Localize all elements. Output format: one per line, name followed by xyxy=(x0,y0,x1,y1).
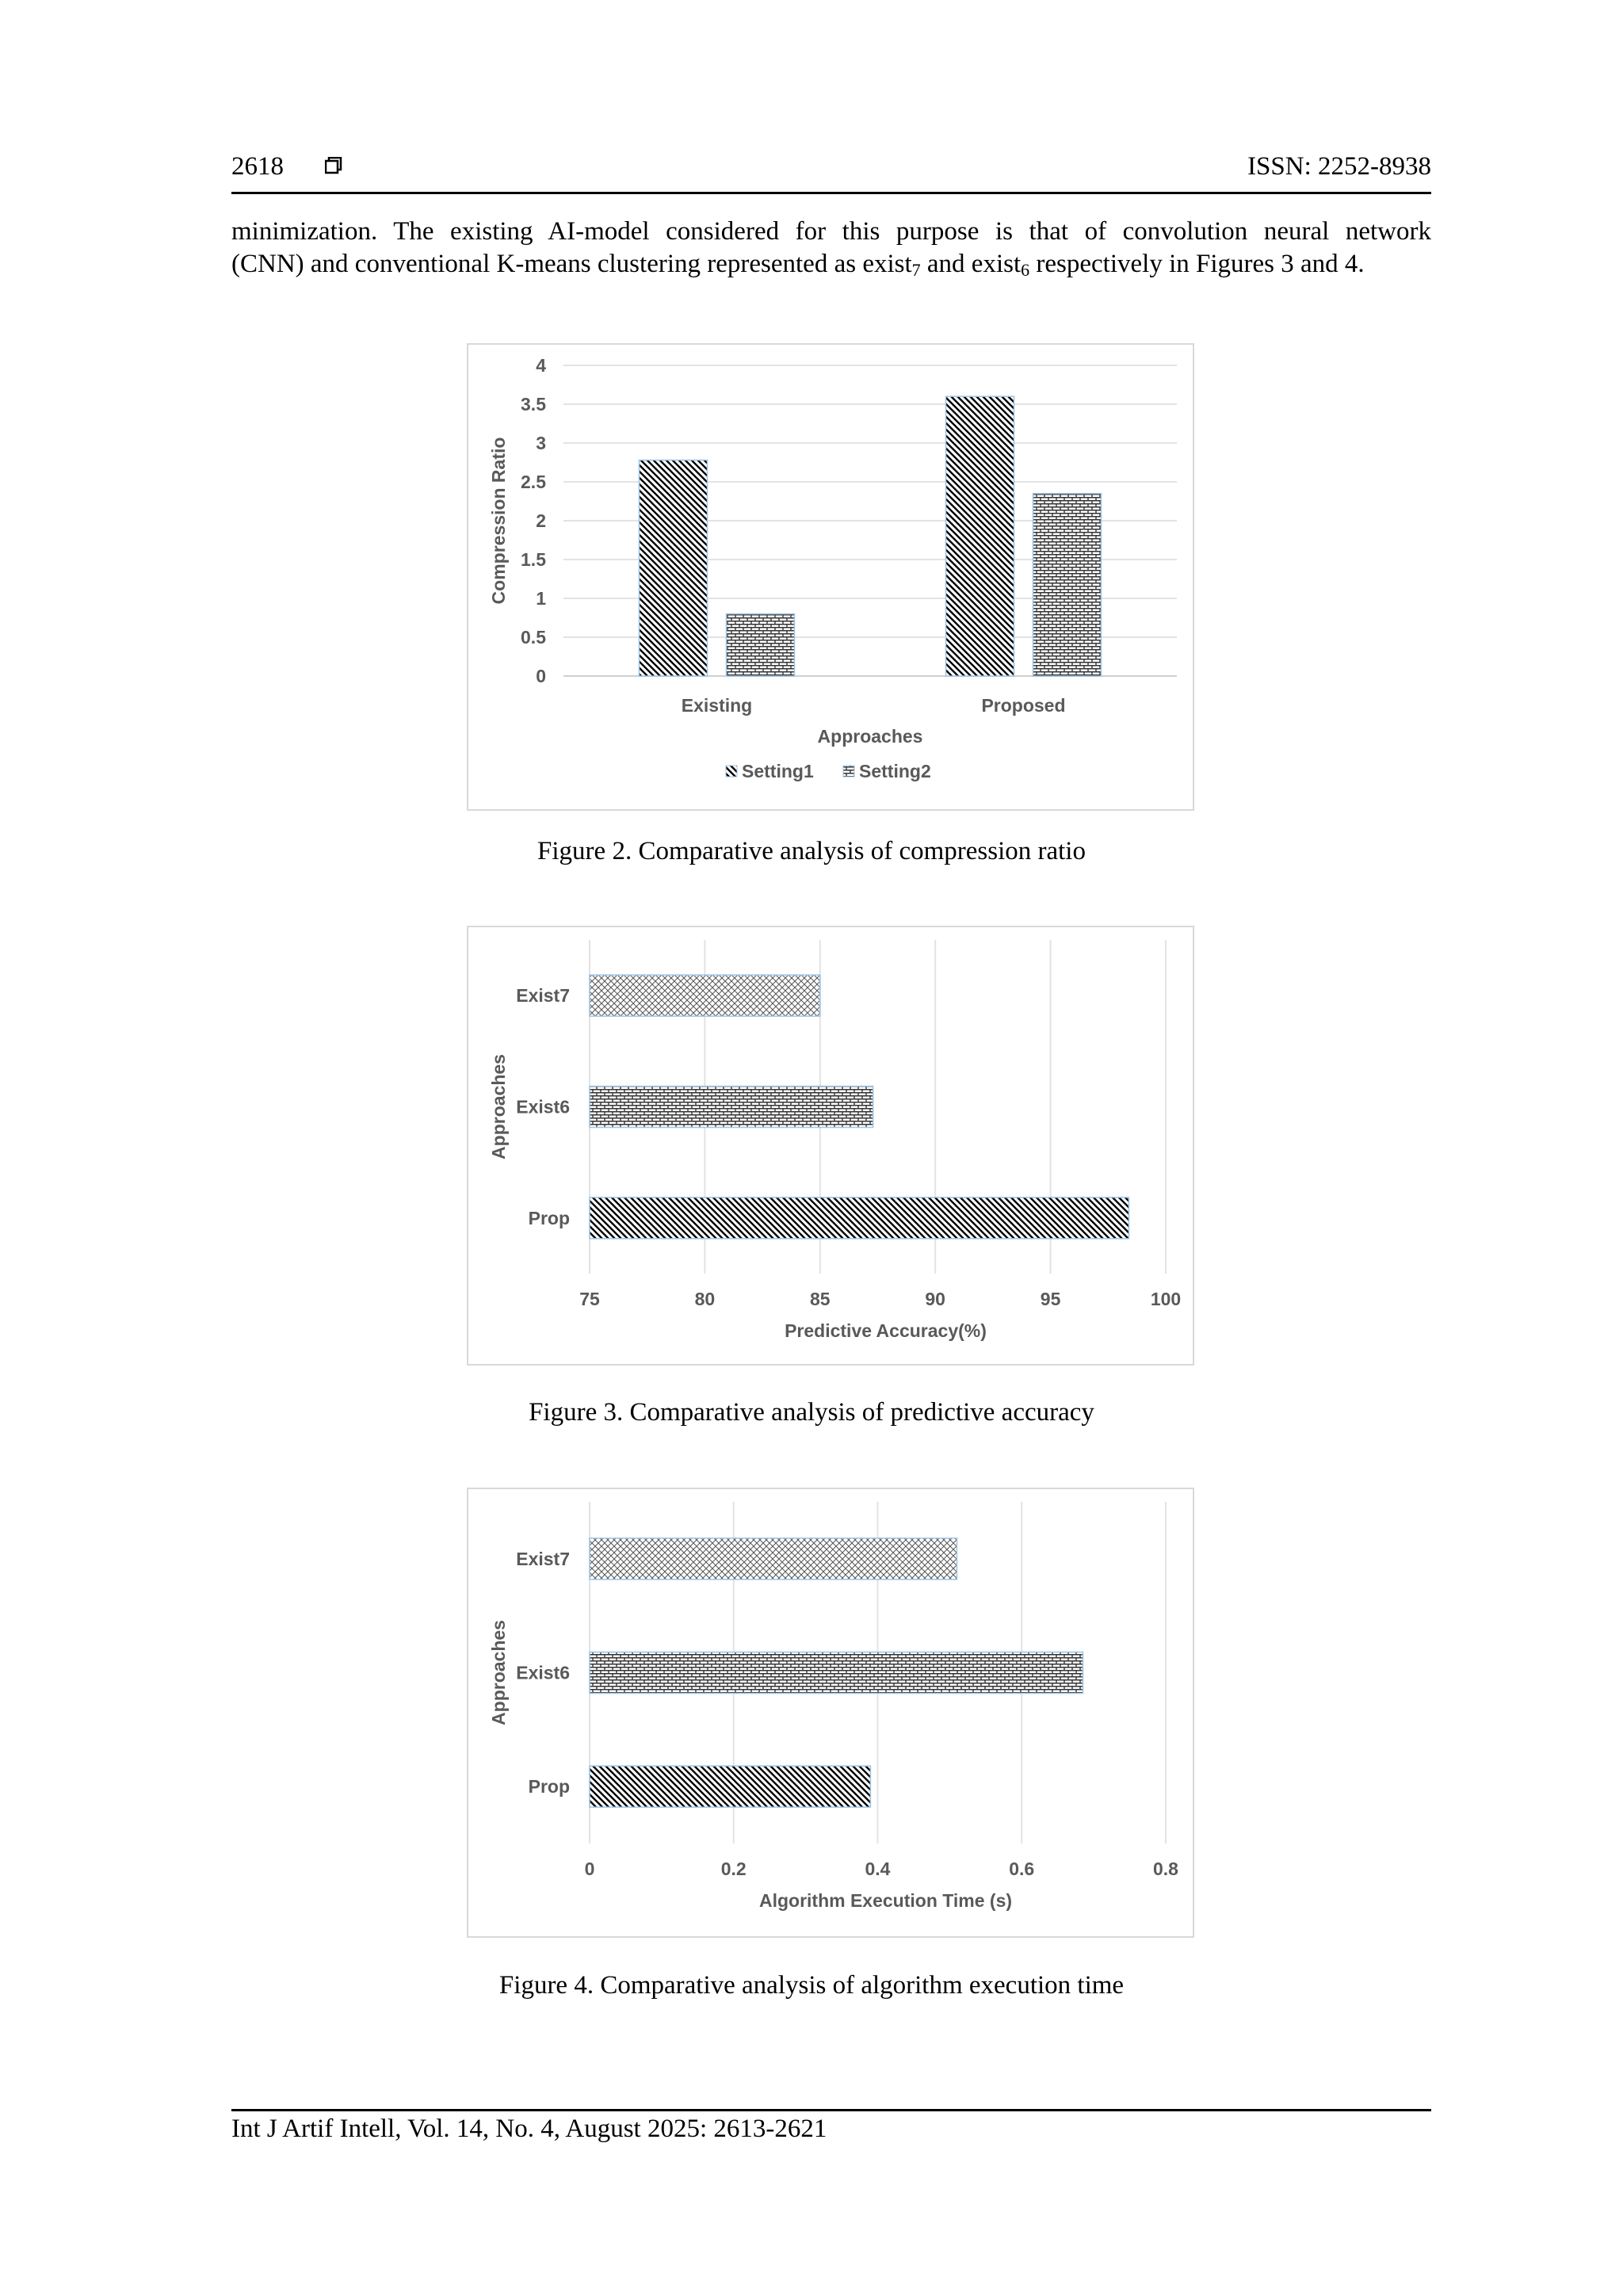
predictive-accuracy-chart xyxy=(468,927,1193,1364)
x-category-label: Existing xyxy=(681,695,753,716)
square-box-icon xyxy=(325,157,342,174)
bar-exist6 xyxy=(590,1087,873,1128)
paragraph-text-b: and exist xyxy=(920,250,1022,278)
paragraph-text-c: respectively in Figures 3 and 4. xyxy=(1029,250,1365,278)
y-category-label: Exist7 xyxy=(516,985,570,1007)
y-category-label: Prop xyxy=(528,1207,570,1228)
header-rule xyxy=(231,192,1431,194)
y-tick-label: 2.5 xyxy=(521,472,546,492)
figure-4-execution-time-chart xyxy=(467,1488,1194,1938)
x-tick-label: 85 xyxy=(810,1289,831,1309)
subscript-6: 6 xyxy=(1021,260,1030,280)
y-tick-label: 2 xyxy=(536,510,546,531)
y-category-label: Exist6 xyxy=(516,1096,570,1117)
page-number: 2618 xyxy=(231,152,284,181)
x-tick-label: 100 xyxy=(1150,1289,1182,1309)
x-axis-title: Approaches xyxy=(817,726,923,747)
y-axis-title: Compression Ratio xyxy=(488,437,509,605)
y-tick-label: 1.5 xyxy=(521,549,546,570)
subscript-7: 7 xyxy=(911,260,921,280)
paragraph-text-a: (CNN) and conventional K-means clustering represented as exist xyxy=(231,250,912,278)
y-axis-title: Approaches xyxy=(488,1620,509,1725)
paragraph-line-2 xyxy=(231,248,1431,281)
x-tick-label: 95 xyxy=(1040,1289,1061,1309)
bar-existing-setting2 xyxy=(727,614,795,676)
bar-prop xyxy=(590,1766,870,1807)
y-tick-label: 3 xyxy=(536,433,546,453)
x-tick-label: 0 xyxy=(584,1859,595,1879)
x-tick-label: 0.2 xyxy=(720,1859,747,1879)
bar-existing-setting1 xyxy=(640,460,708,676)
x-tick-label: 75 xyxy=(579,1289,600,1309)
y-category-label: Prop xyxy=(528,1776,570,1797)
figure-3-predictive-accuracy-chart xyxy=(467,926,1194,1366)
y-tick-label: 0 xyxy=(536,666,546,686)
y-tick-label: 3.5 xyxy=(521,394,546,415)
x-tick-label: 0.6 xyxy=(1009,1859,1035,1879)
x-axis-title: Algorithm Execution Time (s) xyxy=(758,1890,1013,1911)
y-tick-label: 1 xyxy=(536,588,546,609)
footer-citation: Int J Artif Intell, Vol. 14, No. 4, August 2025: 2613-2621 xyxy=(231,2115,827,2143)
bar-proposed-setting1 xyxy=(946,396,1014,676)
legend-label: Setting2 xyxy=(859,761,931,781)
x-tick-label: 80 xyxy=(694,1289,716,1309)
y-category-label: Exist6 xyxy=(516,1662,570,1683)
bar-exist7 xyxy=(590,1538,957,1580)
compression-ratio-chart xyxy=(468,345,1193,809)
paragraph-line-1: minimization. The existing AI-model considered for this purpose is that of convolution neural network xyxy=(231,217,1431,246)
x-tick-label: 0.8 xyxy=(1153,1859,1178,1879)
x-tick-label: 0.4 xyxy=(865,1859,891,1879)
figure-2-compression-ratio-chart xyxy=(467,343,1194,811)
figure-2-caption: Figure 2. Comparative analysis of compression ratio xyxy=(537,837,1086,865)
x-axis-title: Predictive Accuracy(%) xyxy=(785,1320,987,1341)
bar-exist6 xyxy=(590,1652,1083,1694)
y-axis-title: Approaches xyxy=(488,1054,509,1159)
y-tick-label: 4 xyxy=(536,355,546,376)
y-category-label: Exist7 xyxy=(516,1548,570,1569)
figure-3-caption: Figure 3. Comparative analysis of predictive accuracy xyxy=(529,1398,1094,1427)
legend-label: Setting1 xyxy=(742,761,814,781)
legend-swatch-setting1 xyxy=(726,766,737,777)
body-paragraph xyxy=(231,216,1431,281)
bar-prop xyxy=(590,1198,1128,1239)
bar-exist7 xyxy=(590,975,820,1016)
x-tick-label: 90 xyxy=(925,1289,945,1309)
bar-proposed-setting2 xyxy=(1033,494,1102,676)
issn: ISSN: 2252-8938 xyxy=(1247,152,1431,181)
execution-time-chart xyxy=(468,1489,1193,1936)
figure-4-caption: Figure 4. Comparative analysis of algorithm execution time xyxy=(498,1971,1125,2000)
y-tick-label: 0.5 xyxy=(521,627,546,648)
x-category-label: Proposed xyxy=(981,695,1066,716)
footer-rule xyxy=(231,2109,1431,2111)
legend-swatch-setting2 xyxy=(843,766,854,777)
